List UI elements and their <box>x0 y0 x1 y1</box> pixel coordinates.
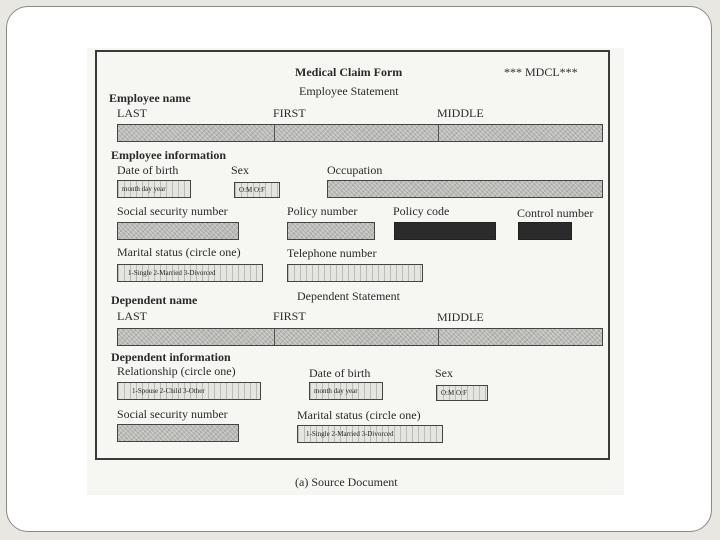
control-number-field[interactable] <box>518 222 572 240</box>
dependent-first-label: FIRST <box>273 309 306 323</box>
policy-number-field[interactable] <box>287 222 375 240</box>
dependent-marital-options: 1-Single 2-Married 3-Divorced <box>306 430 394 438</box>
dependent-last-label: LAST <box>117 309 147 323</box>
dependent-dob-field[interactable] <box>309 382 383 400</box>
employee-sex-options: O:M O:F <box>239 186 265 194</box>
dependent-ssn-field[interactable] <box>117 424 239 442</box>
employee-sex-field[interactable] <box>234 182 280 198</box>
employee-marital-field[interactable] <box>117 264 263 282</box>
occupation-field[interactable] <box>327 180 603 198</box>
policy-code-label: Policy code <box>393 204 450 218</box>
employee-ssn-label: Social security number <box>117 204 228 218</box>
dependent-dob-label: Date of birth <box>309 366 371 380</box>
dependent-middle-label: MIDDLE <box>437 310 484 324</box>
dependent-ssn-label: Social security number <box>117 407 228 421</box>
relationship-label: Relationship (circle one) <box>117 364 236 378</box>
employee-marital-label: Marital status (circle one) <box>117 245 241 259</box>
dependent-dob-hint: month day year <box>314 387 358 395</box>
control-number-label: Control number <box>517 206 594 220</box>
dependent-marital-label: Marital status (circle one) <box>297 408 421 422</box>
form-code: *** MDCL*** <box>504 65 578 79</box>
form-title: Medical Claim Form <box>295 65 403 79</box>
employee-middle-label: MIDDLE <box>437 106 484 120</box>
dependent-sex-label: Sex <box>435 366 453 380</box>
medical-claim-form <box>95 50 610 460</box>
dependent-name-field[interactable] <box>117 328 603 346</box>
dependent-marital-field[interactable] <box>297 425 443 443</box>
employee-dob-hint: month day year <box>122 185 166 193</box>
employee-marital-options: 1-Single 2-Married 3-Divorced <box>128 269 216 277</box>
slide-frame <box>6 6 712 532</box>
dependent-statement-heading: Dependent Statement <box>297 289 400 303</box>
relationship-options: 1-Spouse 2-Child 3-Other <box>132 387 205 395</box>
telephone-field[interactable] <box>287 264 423 282</box>
employee-first-label: FIRST <box>273 106 306 120</box>
employee-name-heading: Employee name <box>109 91 191 105</box>
employee-information-heading: Employee information <box>111 148 226 162</box>
employee-name-field[interactable] <box>117 124 603 142</box>
employee-dob-label: Date of birth <box>117 163 179 177</box>
dependent-information-heading: Dependent information <box>111 350 231 364</box>
policy-number-label: Policy number <box>287 204 358 218</box>
employee-last-label: LAST <box>117 106 147 120</box>
dependent-sex-options: O:M O:F <box>441 389 467 397</box>
scanned-document <box>87 48 624 495</box>
dependent-sex-field[interactable] <box>436 385 488 401</box>
occupation-label: Occupation <box>327 163 383 177</box>
dependent-name-heading: Dependent name <box>111 293 198 307</box>
employee-sex-label: Sex <box>231 163 249 177</box>
figure-caption: (a) Source Document <box>295 475 398 489</box>
relationship-field[interactable] <box>117 382 261 400</box>
employee-statement-heading: Employee Statement <box>299 84 399 98</box>
employee-ssn-field[interactable] <box>117 222 239 240</box>
telephone-label: Telephone number <box>287 246 377 260</box>
policy-code-field[interactable] <box>394 222 496 240</box>
employee-dob-field[interactable] <box>117 180 191 198</box>
